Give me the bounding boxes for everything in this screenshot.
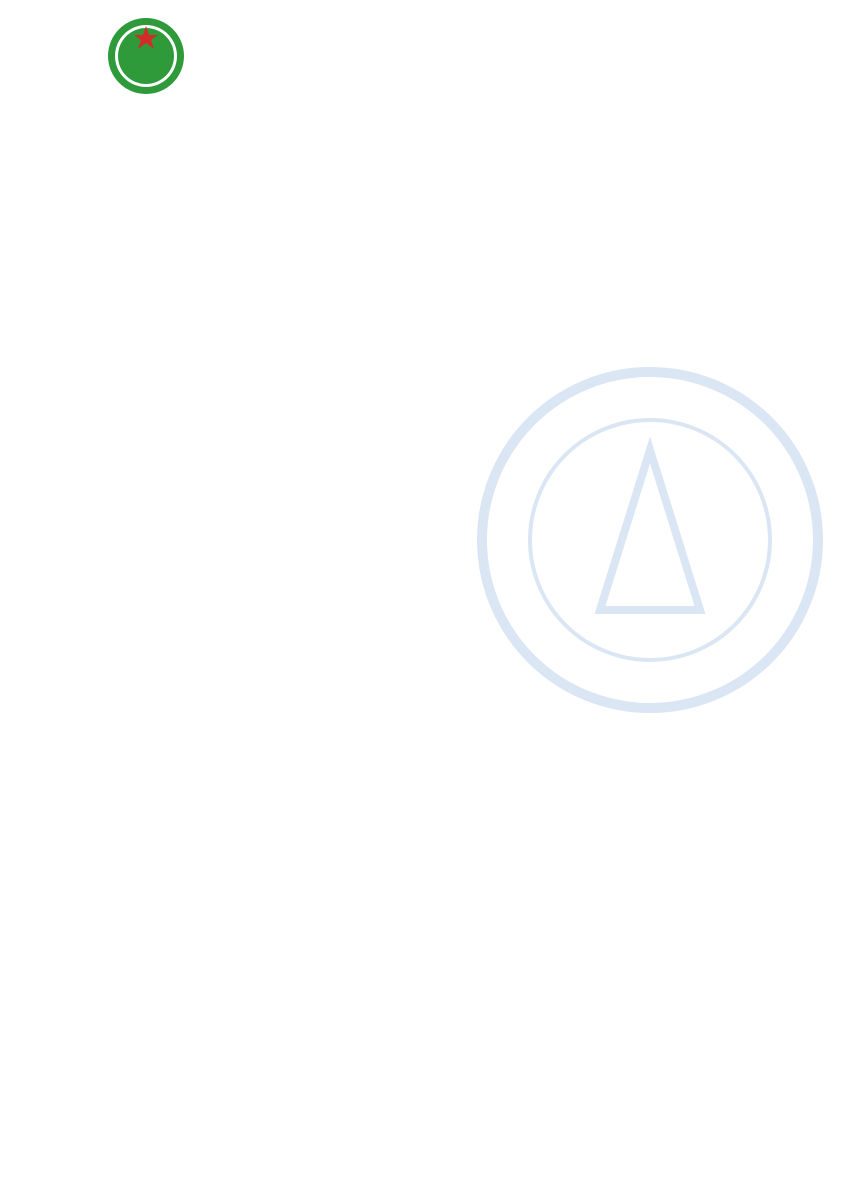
nifc-logo — [106, 16, 186, 96]
accreditation-watermark — [470, 360, 830, 720]
